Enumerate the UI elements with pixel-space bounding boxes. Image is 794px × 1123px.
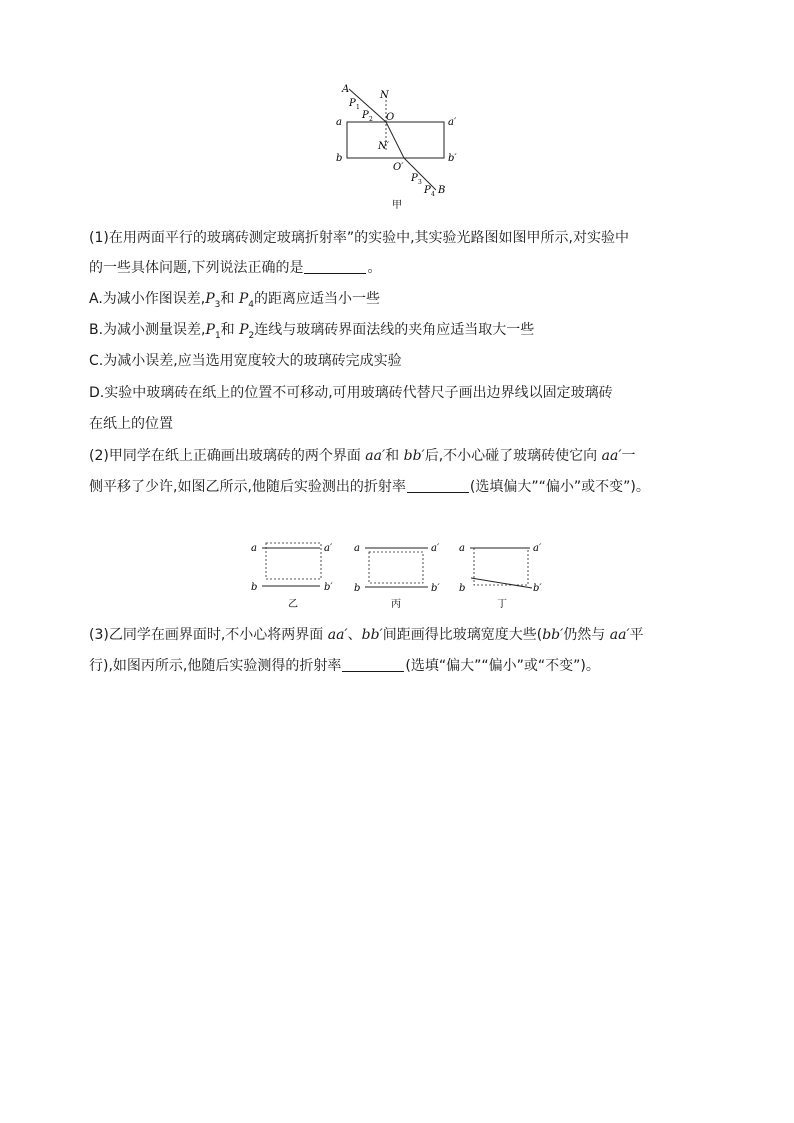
- label-P1: P: [349, 98, 356, 109]
- label-A: A: [342, 84, 350, 95]
- yi-label-b-prime: b′: [324, 582, 333, 593]
- ding-label-b-prime: b′: [533, 583, 542, 594]
- q1-stem-line1: (1)在用两面平行的玻璃砖测定玻璃折射率”的实验中,其实验光路图如图甲所示,对实验中: [89, 230, 629, 246]
- label-N: N: [380, 90, 389, 101]
- q1-stem-line2: 的一些具体问题,下列说法正确的是 。: [89, 260, 382, 276]
- label-B: B: [438, 185, 446, 196]
- label-P3: P: [411, 173, 418, 184]
- label-P1-sub: 1: [356, 104, 360, 111]
- yi-label-a: a: [251, 543, 257, 554]
- ding-label-b: b: [459, 583, 466, 594]
- label-b: b: [336, 153, 343, 164]
- yi-label-b: b: [251, 582, 258, 593]
- label-a: a: [336, 117, 342, 128]
- label-P4-sub: 4: [431, 191, 435, 198]
- caption-bing: 丙: [391, 599, 401, 610]
- label-N-prime: N′: [378, 141, 390, 152]
- caption-yi: 乙: [288, 599, 298, 610]
- q1-option-b: B.为减小测量误差$,P_1$和 $P_2$连线与玻璃砖界面法线的夹角应适当取大一些: [89, 322, 535, 341]
- bing-label-a: a: [354, 543, 360, 554]
- answer-blank-q3[interactable]: [342, 657, 404, 672]
- q1-option-d-line2: 在纸上的位置: [89, 416, 173, 432]
- figure-ding: [459, 543, 542, 610]
- glass-outline-bing: [369, 552, 423, 583]
- caption-jia: 甲: [392, 200, 402, 210]
- q1-option-d-line1: D.实验中玻璃砖在纸上的位置不可移动,可用玻璃砖代替尺子画出边界线以固定玻璃砖: [89, 385, 613, 401]
- label-P4: P: [424, 185, 431, 196]
- figure-jia: [330, 80, 470, 210]
- bing-label-b: b: [354, 583, 361, 594]
- q1-option-a: A.为减小作图误差$,P_3$和 $P_4$的距离应适当小一些: [89, 291, 380, 310]
- yi-label-a-prime: a′: [324, 543, 333, 554]
- label-O-prime: O′: [393, 162, 404, 173]
- figures-row: [245, 535, 555, 615]
- q2-line1: (2)甲同学在纸上正确画出玻璃砖的两个界面 aa′和 bb′后,不小心碰了玻璃砖使它向 aa′一: [89, 448, 636, 464]
- label-P3-sub: 3: [418, 179, 422, 186]
- figure-bing: [354, 543, 440, 610]
- bing-label-b-prime: b′: [431, 583, 440, 594]
- label-a-prime: a′: [448, 117, 457, 128]
- figure-yi: [251, 543, 333, 610]
- q3-line1: (3)乙同学在画界面时,不小心将两界面 aa′、bb′间距画得比玻璃宽度大些(bb′仍然与 aa′平: [89, 627, 644, 643]
- ding-label-a: a: [459, 543, 465, 554]
- caption-ding: 丁: [497, 599, 507, 610]
- label-O: O: [386, 112, 395, 123]
- answer-blank-q1[interactable]: [304, 259, 366, 274]
- answer-blank-q2[interactable]: [407, 478, 469, 493]
- label-P2: P: [362, 110, 369, 121]
- refracted-ray: [386, 122, 404, 158]
- ding-label-a-prime: a′: [533, 543, 542, 554]
- q3-line2: 行),如图丙所示,他随后实验测得的折射率 (选填“偏大”“偏小”或“不变”)。: [89, 658, 600, 674]
- q2-line2: 侧平移了少许,如图乙所示,他随后实验测出的折射率 (选填偏大”“偏小”或不变”)。: [89, 479, 650, 495]
- q1-option-c: C.为减小误差,应当选用宽度较大的玻璃砖完成实验: [89, 353, 402, 369]
- label-P2-sub: 2: [369, 116, 373, 123]
- label-b-prime: b′: [448, 153, 457, 164]
- bing-label-a-prime: a′: [431, 543, 440, 554]
